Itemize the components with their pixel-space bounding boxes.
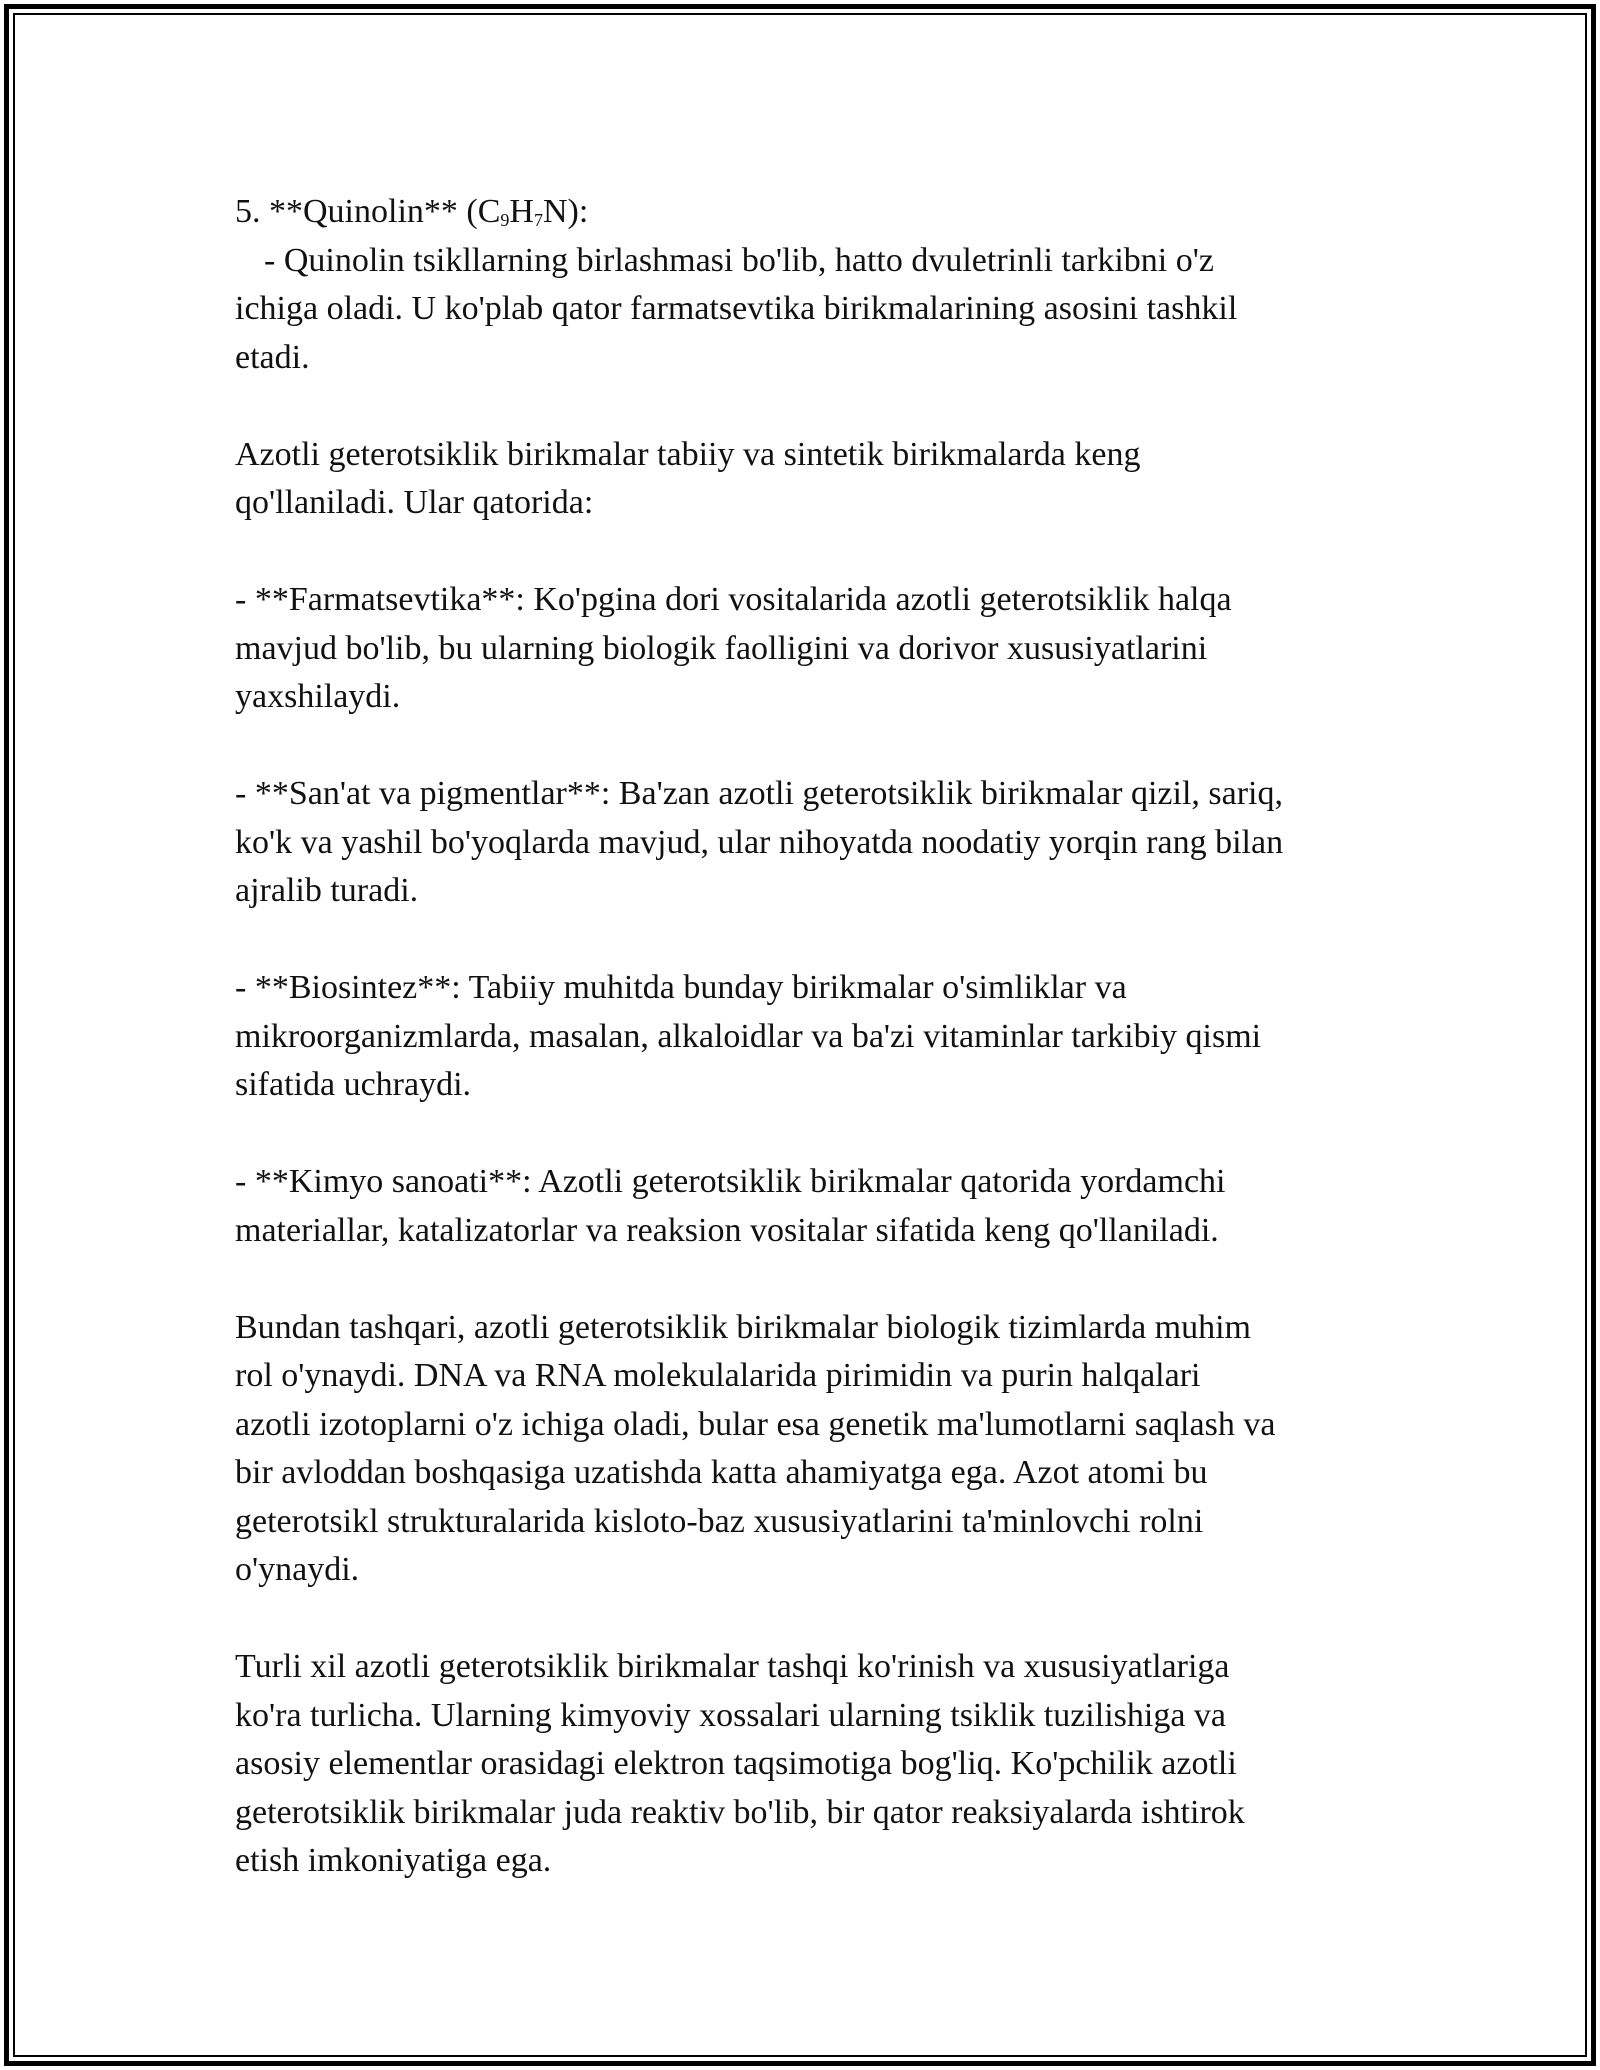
text-line: geterotsikl strukturalarida kisloto-baz xususiyatlarini ta'minlovchi rolni (235, 1502, 1204, 1540)
text-line: rol o'ynaydi. DNA va RNA molekulalarida pirimidin va purin halqalari (235, 1357, 1201, 1394)
text-line: ichiga oladi. U ko'plab qator farmatsevtika birikmalarining asosini tashkil (235, 290, 1238, 327)
text-line: o'ynaydi. (235, 1551, 360, 1588)
heading-text-tail: N): (542, 193, 589, 230)
text-line: - **Farmatsevtika**: Ko'pgina dori vositalarida azotli geterotsiklik halqa (235, 581, 1232, 618)
paragraph-bundan-tashqari (235, 1304, 1375, 1595)
text-line: ko'k va yashil bo'yoqlarda mavjud, ular nihoyatda noodatiy yorqin rang bilan (235, 823, 1284, 861)
text-line: - Quinolin tsikllarning birlashmasi bo'lib, hatto dvuletrinli tarkibni o'z (264, 241, 1214, 279)
subscript-9: 9 (500, 210, 510, 230)
item-quinolin-heading (235, 188, 1375, 237)
document-body (235, 188, 1375, 1886)
text-line: Turli xil azotli geterotsiklik birikmalar tashqi ko'rinish va xususiyatlariga (235, 1648, 1230, 1685)
paragraph-turli-xil (235, 1643, 1375, 1886)
text-line: mikroorganizmlarda, masalan, alkaloidlar va ba'zi vitaminlar tarkibiy qismi (235, 1017, 1262, 1055)
text-line: ko'ra turlicha. Ularning kimyoviy xossalari ularning tsiklik tuzilishiga va (235, 1696, 1226, 1734)
subscript-7: 7 (533, 210, 543, 230)
heading-text-lead: 5. **Quinolin** (C (235, 193, 501, 230)
bullet-farmatsevtika (235, 576, 1375, 722)
text-line: - **Kimyo sanoati**: Azotli geterotsiklik birikmalar qatorida yordamchi (235, 1163, 1226, 1200)
text-line: etadi. (235, 338, 310, 376)
text-line: - **San'at va pigmentlar**: Ba'zan azotli geterotsiklik birikmalar qizil, sariq, (235, 775, 1284, 812)
bullet-kimyo-sanoati (235, 1158, 1375, 1255)
text-line: asosiy elementlar orasidagi elektron taqsimotiga bog'liq. Ko'pchilik azotli (235, 1745, 1237, 1782)
text-line: azotli izotoplarni o'z ichiga oladi, bular esa genetik ma'lumotlarni saqlash va (235, 1405, 1276, 1443)
text-line: mavjud bo'lib, bu ularning biologik faolligini va dorivor xususiyatlarini (235, 629, 1208, 667)
text-line: geterotsiklik birikmalar juda reaktiv bo'lib, bir qator reaksiyalarda ishtirok (235, 1793, 1245, 1831)
bullet-sanat-pigmentlar (235, 770, 1375, 916)
text-line: qo'llaniladi. Ular qatorida: (235, 484, 594, 521)
text-line: ajralib turadi. (235, 872, 419, 909)
text-line: etish imkoniyatiga ega. (235, 1842, 552, 1879)
text-line: Azotli geterotsiklik birikmalar tabiiy va sintetik birikmalarda keng (235, 435, 1141, 473)
text-line: sifatida uchraydi. (235, 1066, 472, 1103)
paragraph-intro (235, 431, 1375, 528)
text-line: Bundan tashqari, azotli geterotsiklik birikmalar biologik tizimlarda muhim (235, 1308, 1251, 1346)
item-quinolin (235, 188, 1375, 382)
text-line: materiallar, katalizatorlar va reaksion vositalar sifatida keng qo'llaniladi. (235, 1211, 1219, 1249)
text-line: - **Biosintez**: Tabiiy muhitda bunday birikmalar o'simliklar va (235, 969, 1127, 1006)
text-line: bir avloddan boshqasiga uzatishda katta ahamiyatga ega. Azot atomi bu (235, 1454, 1208, 1491)
text-line: yaxshilaydi. (235, 678, 401, 715)
heading-text-mid: H (509, 193, 534, 230)
bullet-biosintez (235, 964, 1375, 1110)
